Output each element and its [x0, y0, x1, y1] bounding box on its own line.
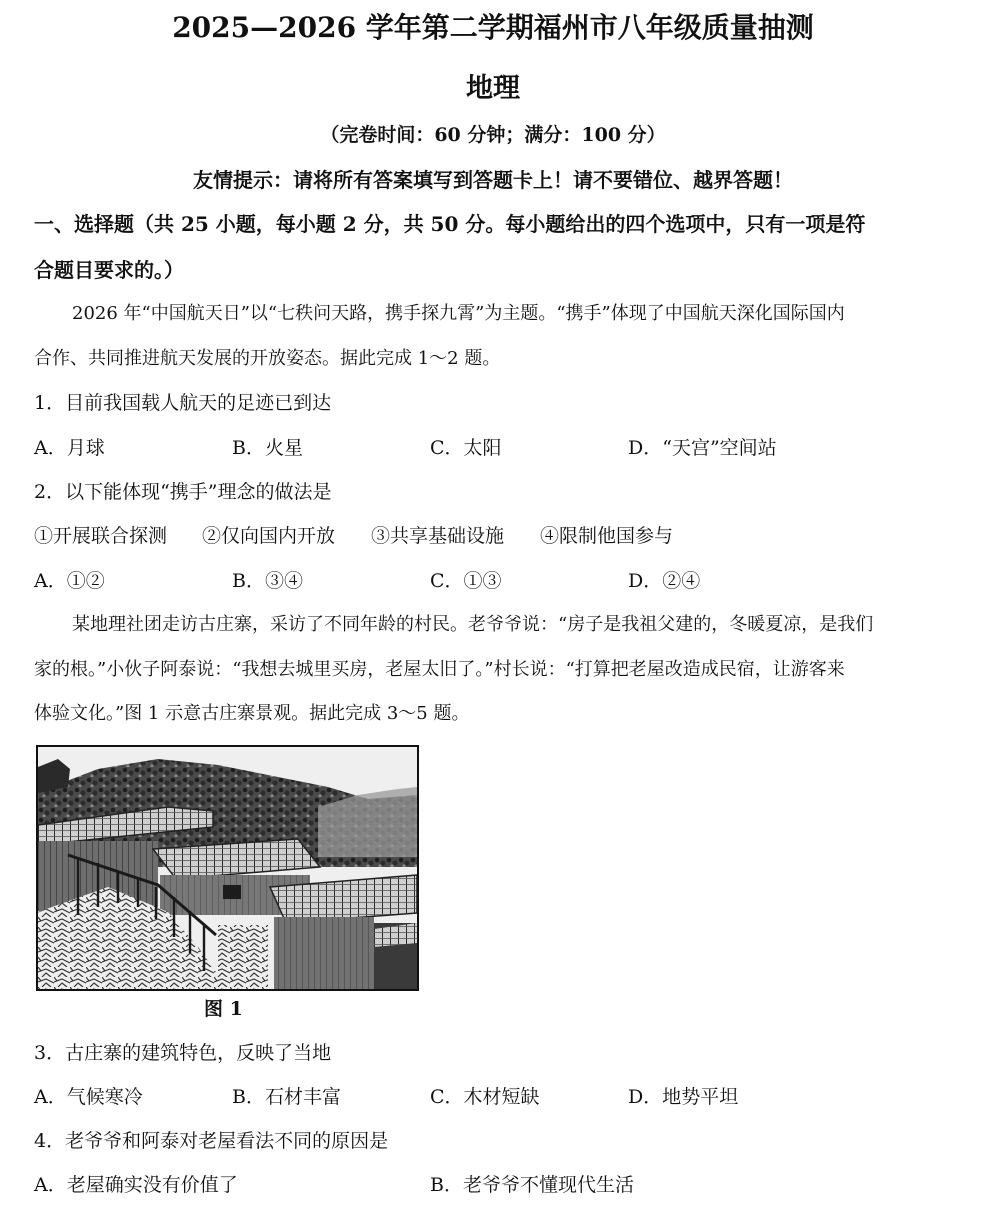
- figure-caption: 图 1: [204, 998, 243, 1020]
- section-heading-line1: 一、选择题（共 25 小题，每小题 2 分，共 50 分。每小题给出的四个选项中，只有一项是符: [34, 212, 866, 236]
- q2-option-a: A．①②: [34, 570, 105, 592]
- exam-title: 2025—2026 学年第二学期福州市八年级质量抽测: [172, 11, 814, 44]
- q4-option-a: A．老屋确实没有价值了: [34, 1174, 238, 1196]
- passage2-line2: 家的根。”小伙子阿泰说：“我想去城里买房，老屋太旧了。”村长说：“打算把老屋改造成民宿，让游客来: [34, 659, 845, 680]
- q3-option-a: A．气候寒冷: [34, 1086, 143, 1108]
- q2-item-1: ①开展联合探测: [34, 525, 168, 547]
- q3-stem: 3．古庄寨的建筑特色，反映了当地: [34, 1042, 332, 1064]
- q2-stem: 2．以下能体现“携手”理念的做法是: [34, 481, 332, 503]
- passage1-line1: 2026 年“中国航天日”以“七秩问天路，携手探九霄”为主题。“携手”体现了中国航天深化国际国内: [72, 303, 845, 324]
- q3-option-d: D．地势平坦: [628, 1086, 739, 1108]
- village-landscape-photo: [36, 745, 419, 991]
- q1-option-d: D．“天宫”空间站: [628, 437, 777, 459]
- q1-stem: 1．目前我国载人航天的足迹已到达: [34, 392, 332, 414]
- q4-option-b: B．老爷爷不懂现代生活: [430, 1174, 634, 1196]
- q3-option-b: B．石材丰富: [232, 1086, 341, 1108]
- q2-option-b: B．③④: [232, 570, 303, 592]
- q2-item-2: ②仅向国内开放: [202, 525, 336, 547]
- q3-option-c: C．木材短缺: [430, 1086, 540, 1108]
- passage2-line3: 体验文化。”图 1 示意古庄寨景观。据此完成 3～5 题。: [34, 703, 470, 724]
- village-photo-drawing: [38, 747, 417, 989]
- time-score-line: （完卷时间：60 分钟；满分：100 分）: [320, 124, 666, 146]
- passage1-line2: 合作、共同推进航天发展的开放姿态。据此完成 1～2 题。: [34, 348, 501, 369]
- section-heading-line2: 合题目要求的。）: [34, 258, 184, 282]
- subject-title: 地理: [466, 73, 520, 104]
- q2-option-c: C．①③: [430, 570, 502, 592]
- q2-option-d: D．②④: [628, 570, 701, 592]
- q1-option-c: C．太阳: [430, 437, 502, 459]
- q1-option-b: B．火星: [232, 437, 303, 459]
- q2-item-3: ③共享基础设施: [371, 525, 505, 547]
- q4-stem: 4．老爷爷和阿泰对老屋看法不同的原因是: [34, 1130, 389, 1152]
- q2-item-4: ④限制他国参与: [540, 525, 674, 547]
- q1-option-a: A．月球: [34, 437, 105, 459]
- notice-line: 友情提示：请将所有答案填写到答题卡上！请不要错位、越界答题！: [193, 168, 793, 192]
- passage2-line1: 某地理社团走访古庄寨，采访了不同年龄的村民。老爷爷说：“房子是我祖父建的，冬暖夏凉，是我们: [72, 614, 874, 635]
